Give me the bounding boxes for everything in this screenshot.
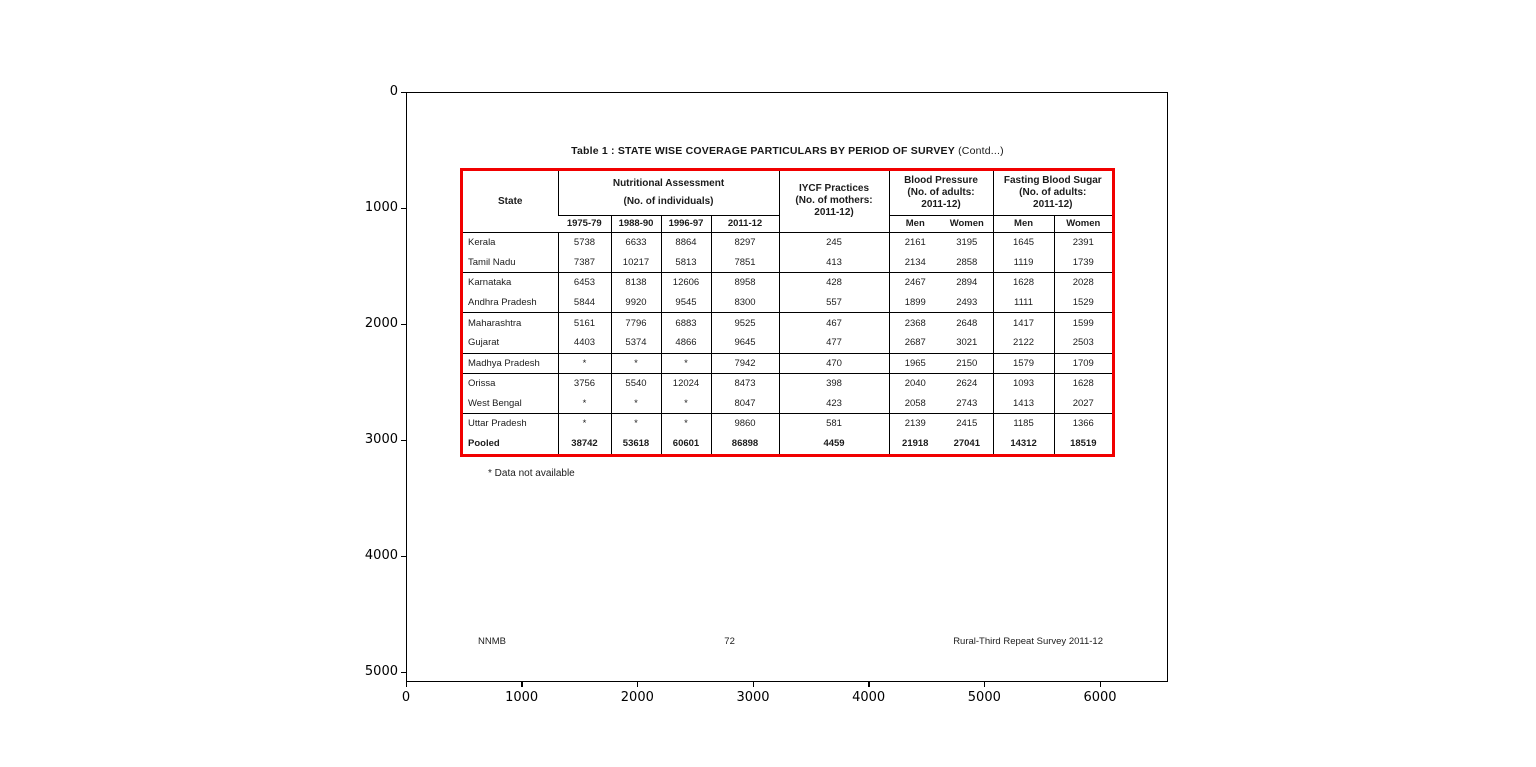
value-cell: 1899 [889, 293, 941, 313]
table-row [463, 414, 1112, 434]
table-row [463, 272, 1112, 292]
value-cell: * [558, 393, 611, 413]
x-tick [521, 682, 523, 687]
state-cell: Orissa [463, 373, 558, 393]
value-cell: 1628 [1054, 373, 1112, 393]
fbs-line1: Fasting Blood Sugar [1003, 174, 1102, 186]
table-row [463, 434, 1112, 454]
value-cell: * [611, 414, 661, 434]
col-header-fasting-blood-sugar [993, 171, 1112, 215]
value-cell: 7942 [711, 353, 779, 373]
x-tick-label: 6000 [1083, 690, 1117, 705]
table-title [460, 145, 1115, 157]
value-cell: 2368 [889, 313, 941, 333]
y-tick [401, 324, 406, 326]
value-cell: 2503 [1054, 333, 1112, 353]
value-cell: 12024 [661, 373, 711, 393]
x-tick-label: 4000 [852, 690, 886, 705]
value-cell: 38742 [558, 434, 611, 454]
value-cell: 27041 [953, 438, 980, 450]
table-row [463, 333, 1112, 353]
x-tick [637, 682, 639, 687]
value-cell: 5813 [661, 252, 711, 272]
table-row [463, 313, 1112, 333]
value-cell: 6453 [558, 272, 611, 292]
x-tick-label: 2000 [620, 690, 654, 705]
value-cell: 4459 [779, 434, 889, 454]
value-cell: 2139 [889, 414, 941, 434]
col-header-bp-men: Men [889, 215, 941, 232]
state-cell: Pooled [468, 438, 500, 450]
value-cell: 2648 [941, 313, 993, 333]
value-cell: 8047 [711, 393, 779, 413]
value-cell: 3195 [941, 232, 993, 252]
value-cell: 9645 [711, 333, 779, 353]
value-cell: 7387 [558, 252, 611, 272]
value-cell: 12606 [661, 272, 711, 292]
value-cell: 4403 [558, 333, 611, 353]
header-group-row [463, 171, 1112, 215]
table-body [463, 232, 1112, 454]
y-tick [401, 440, 406, 442]
value-cell: * [661, 393, 711, 413]
value-cell: 477 [779, 333, 889, 353]
value-cell: 9545 [661, 293, 711, 313]
value-cell: 2391 [1054, 232, 1112, 252]
col-header-iycf [779, 171, 889, 232]
value-cell: 1709 [1054, 353, 1112, 373]
value-cell: 3756 [558, 373, 611, 393]
footnote: * Data not available [488, 468, 575, 479]
value-cell: 6883 [661, 313, 711, 333]
value-cell: 21918 [889, 434, 941, 454]
value-cell: 6633 [611, 232, 661, 252]
page-footer [478, 636, 1103, 647]
value-cell: 14312 [993, 434, 1054, 454]
value-cell: 3021 [956, 337, 978, 349]
x-tick-label: 3000 [736, 690, 770, 705]
y-tick [401, 672, 406, 674]
footer-left: NNMB [478, 636, 506, 647]
value-cell: 8473 [711, 373, 779, 393]
y-tick-label: 1000 [364, 200, 398, 215]
x-tick-label: 5000 [967, 690, 1001, 705]
iycf-line3: 2011-12) [814, 207, 854, 219]
x-tick-label: 1000 [505, 690, 539, 705]
value-cell: 423 [779, 393, 889, 413]
value-cell: 2687 [889, 333, 941, 353]
value-cell: 398 [779, 373, 889, 393]
y-tick-label: 3000 [364, 432, 398, 447]
table-row [463, 373, 1112, 393]
value-cell: 8958 [711, 272, 779, 292]
value-cell: 428 [779, 272, 889, 292]
col-header-year-4: 2011-12 [711, 215, 779, 232]
y-tick-label: 4000 [364, 548, 398, 563]
col-header-bp-women: Women [941, 215, 993, 232]
y-tick-label: 2000 [364, 316, 398, 331]
value-cell: 2415 [941, 414, 993, 434]
col-header-state: State [498, 195, 523, 207]
value-cell: 5374 [611, 333, 661, 353]
value-cell: * [611, 353, 661, 373]
value-cell: 5844 [558, 293, 611, 313]
iycf-line1: IYCF Practices [798, 183, 870, 195]
value-cell: 8138 [611, 272, 661, 292]
value-cell: 7851 [711, 252, 779, 272]
value-cell: 8300 [711, 293, 779, 313]
x-tick [868, 682, 870, 687]
col-header-nutritional-assessment [558, 171, 779, 215]
x-tick [406, 682, 408, 687]
table-row [463, 293, 1112, 313]
value-cell: 9525 [711, 313, 779, 333]
value-cell: 2027 [1054, 393, 1112, 413]
value-cell: 2493 [956, 296, 978, 308]
value-cell: 2134 [889, 252, 941, 272]
value-cell: 8297 [711, 232, 779, 252]
value-cell: 10217 [611, 252, 661, 272]
value-cell: * [558, 414, 611, 434]
na-line1: Nutritional Assessment [612, 177, 725, 189]
col-header-blood-pressure [889, 171, 993, 215]
value-cell: 5161 [558, 313, 611, 333]
y-tick [401, 556, 406, 558]
state-cell: Madhya Pradesh [463, 353, 558, 373]
y-tick [401, 208, 406, 210]
value-cell: 557 [779, 293, 889, 313]
value-cell: 1579 [993, 353, 1054, 373]
state-cell: Tamil Nadu [468, 256, 516, 268]
value-cell: 2040 [889, 373, 941, 393]
value-cell: 1413 [993, 393, 1054, 413]
x-tick [753, 682, 755, 687]
value-cell: 1965 [889, 353, 941, 373]
value-cell: 1645 [993, 232, 1054, 252]
value-cell: 4866 [661, 333, 711, 353]
coverage-table-wrap [460, 168, 1115, 457]
fbs-line3: 2011-12) [1033, 198, 1073, 210]
col-header-year-1: 1975-79 [558, 215, 611, 232]
table-title-main: Table 1 : STATE WISE COVERAGE PARTICULARS BY PERIOD OF SURVEY [571, 145, 955, 157]
table-row [463, 353, 1112, 373]
col-header-fbs-women: Women [1054, 215, 1112, 232]
value-cell: 413 [779, 252, 889, 272]
value-cell: 53618 [611, 434, 661, 454]
value-cell: 1093 [993, 373, 1054, 393]
y-tick [401, 92, 406, 94]
x-tick-label: 0 [401, 690, 411, 705]
value-cell: 467 [779, 313, 889, 333]
value-cell: * [558, 353, 611, 373]
value-cell: 5540 [611, 373, 661, 393]
footer-right: Rural-Third Repeat Survey 2011-12 [953, 636, 1103, 647]
value-cell: 2058 [889, 393, 941, 413]
y-tick-label: 5000 [364, 664, 398, 679]
value-cell: 1185 [993, 414, 1054, 434]
bp-line3: 2011-12) [921, 198, 961, 210]
state-cell: West Bengal [468, 397, 522, 409]
value-cell: 1628 [993, 272, 1054, 292]
value-cell: 9920 [611, 293, 661, 313]
state-cell: Gujarat [468, 337, 500, 349]
table-row [463, 252, 1112, 272]
coverage-table [463, 171, 1112, 454]
col-header-fbs-men: Men [993, 215, 1054, 232]
value-cell: 1119 [993, 252, 1054, 272]
value-cell: 18519 [1054, 434, 1112, 454]
value-cell: 60601 [661, 434, 711, 454]
value-cell: 2161 [889, 232, 941, 252]
table-row [463, 232, 1112, 252]
value-cell: 2894 [941, 272, 993, 292]
state-cell: Karnataka [463, 272, 558, 292]
fbs-line2: (No. of adults: [1019, 186, 1087, 198]
value-cell: 2743 [956, 397, 978, 409]
value-cell: * [661, 353, 711, 373]
value-cell: 7796 [611, 313, 661, 333]
value-cell: 1417 [993, 313, 1054, 333]
state-cell: Andhra Pradesh [468, 296, 537, 308]
value-cell: 581 [779, 414, 889, 434]
na-line2: (No. of individuals) [623, 195, 714, 207]
bp-line1: Blood Pressure [904, 174, 978, 186]
value-cell: 2028 [1054, 272, 1112, 292]
col-header-year-2: 1988-90 [611, 215, 661, 232]
y-tick-label: 0 [389, 84, 398, 99]
value-cell: 245 [779, 232, 889, 252]
state-cell: Maharashtra [463, 313, 558, 333]
value-cell: 2467 [889, 272, 941, 292]
footer-page-number: 72 [724, 636, 735, 647]
x-tick [1100, 682, 1102, 687]
value-cell: 2858 [956, 256, 978, 268]
value-cell: 1529 [1054, 293, 1112, 313]
value-cell: 8864 [661, 232, 711, 252]
value-cell: 1739 [1054, 252, 1112, 272]
value-cell: 86898 [711, 434, 779, 454]
value-cell: 9860 [711, 414, 779, 434]
col-header-year-3: 1996-97 [661, 215, 711, 232]
state-cell: Kerala [463, 232, 558, 252]
bp-line2: (No. of adults: [907, 186, 975, 198]
state-cell: Uttar Pradesh [463, 414, 558, 434]
value-cell: 2150 [941, 353, 993, 373]
value-cell: 1111 [993, 293, 1054, 313]
iycf-line2: (No. of mothers: [795, 195, 873, 207]
value-cell: 1599 [1054, 313, 1112, 333]
value-cell: 470 [779, 353, 889, 373]
value-cell: * [611, 393, 661, 413]
table-title-suffix: (Contd...) [954, 145, 1004, 157]
value-cell: 2624 [941, 373, 993, 393]
x-tick [984, 682, 986, 687]
value-cell: * [661, 414, 711, 434]
value-cell: 5738 [558, 232, 611, 252]
table-row [463, 393, 1112, 413]
value-cell: 2122 [993, 333, 1054, 353]
value-cell: 1366 [1054, 414, 1112, 434]
